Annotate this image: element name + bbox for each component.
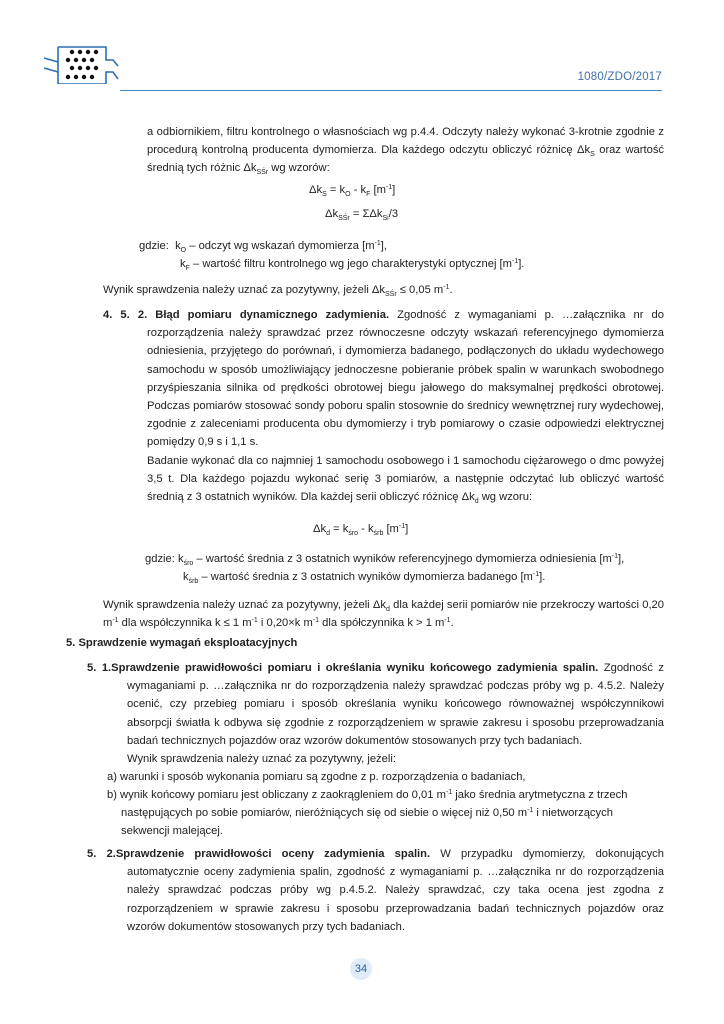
paragraph-5-1: 5. 1.Sprawdzenie prawidłowości pomiaru i określania wyniku końcowego zadymienia spalin. Zgodność z wymaganiami p. …załącznika nr do rozporządzenia należy sprawdzać podczas próby wg p. 4.5.2. Należy ocenić, czy przebieg pomiaru i sposób określania wyniku końcowego równoważnej współczynnikowi absorpcji światła k odbywa się zgodnie z rozporządzeniem w sprawie zakresu i sposobu przeprowadzania badań technicznych pojazdów oraz wzorów dokumentów stosowanych przy tych badaniach. [87,662,664,747]
formula-delta-kssr: $\Delta k_{SŚr} = \Sigma\Delta k_{Si}/3$ [325,208,399,222]
section-title: Sprawdzenie prawidłowości oceny zadymienia spalin. [115,848,431,860]
where-item: $k_{śrb}$ – wartość średnia z 3 ostatnich wyników dymomierza badanego $[m^{-1}]$. [183,571,546,585]
result-criterion: Wynik sprawdzenia należy uznać za pozytywny, jeżeli $\Delta k_{SŚr} \le 0,05$ $m^{-1}$. [103,284,453,298]
section-number: 4. 5. 2. [103,309,148,321]
section-title: Błąd pomiaru dynamicznego zadymienia. [155,309,390,321]
particulate-filter-logo-icon [42,44,122,84]
header-divider [120,90,662,91]
list-item-b-cont: sekwencji malejącej. [121,825,223,837]
where-item: $k_F$ – wartość filtru kontrolnego wg jego charakterystyki optycznej $[m^{-1}]$. [180,258,525,272]
formula-delta-ks: $\Delta k_S = k_O - k_F$ $[m^{-1}]$ [309,184,396,198]
where-item: gdzie: $k_{śro}$ – wartość średnia z 3 ostatnich wyników referencyjnego dymomierza odniesienia $[m^{-1}]$, [145,553,625,567]
paragraph-4-5-2: 4. 5. 2. Błąd pomiaru dynamicznego zadymienia. Zgodność z wymaganiami p. …załącznika nr do rozporządzenia należy sprawdzać przez równoczesne odczyty wskazań referencyjnego dymomierza odniesienia, przyjętego do porównań, i dymomierza badanego, podłączonych do układu wydechowego samochodu w sposób umożliwiający jednoczesne pobieranie próbek spalin w warunkach swobodnego przyśpieszania silnika od prędkości obrotowej biegu jałowego do maksymalnej prędkości obrotowej. Podczas pomiarów stosować sondy poboru spalin stosownie do średnicy wewnętrznej rury wydechowej, zgodnie z zaleceniami producenta obu dymomierzy i tryb pomiarowy o czasie odpowiedzi elektrycznej pomiędzy 0,9 s i 1,1 s. [103,309,664,449]
list-item-b-cont: następujących po sobie pomiarów, nieróżniących się od siebie o więcej niż 0,50 $m^{-1}$ i nietworzących [121,807,613,819]
paragraph-4-5-2-testing: Badanie wykonać dla co najmniej 1 samochodu osobowego i 1 samochodu ciężarowego o dmc powyżej 3,5 t. Dla każdego pojazdu wykonać serię 3 pomiarów, a następnie odczytać lub obliczyć wartość średnią z 3 ostatnich wyników. Dla każdej serii obliczyć różnicę $\Delta k_d$ wg wzoru: [147,455,664,506]
list-item-a: a) warunki i sposób wykonania pomiaru są zgodne z p. rozporządzenia o badaniach, [107,771,526,783]
section-title: Sprawdzenie prawidłowości pomiaru i określania wyniku końcowego zadymienia spalin. [111,662,599,674]
paragraph-4-5-1-intro: a odbiornikiem, filtru kontrolnego o własnościach wg p.4.4. Odczyty należy wykonać 3-krotnie zgodnie z procedurą kontrolną producenta dymomierza. Dla każdego odczytu obliczyć różnicę $\Delta k_S$ oraz wartość średnią tych różnic $\Delta k_{SŚr}$ wg wzorów: [147,126,665,177]
document-number: 1080/ZDO/2017 [577,71,662,83]
section-number: 5. 2. [87,848,116,860]
paragraph-5-2: 5. 2.Sprawdzenie prawidłowości oceny zadymienia spalin. W przypadku dymomierzy, dokonujących automatycznie oceny zadymienia spalin, zgodność z wymaganiami p. …załącznika nr do rozporządzenia należy sprawdzać podczas próby wg p.4.5.2. Należy sprawdzać, czy taka ocena jest zgodna z rozporządzeniem w sprawie zakresu i sposobu przeprowadzania badań technicznych pojazdów oraz wzorów dokumentów stosowanych przy tych badaniach. [87,848,664,933]
where-item: gdzie: $k_O$ – odczyt wg wskazań dymomierza $[m^{-1}]$, [139,240,387,254]
section-number: 5. 1. [87,662,112,674]
formula-delta-kd: $\Delta k_d = k_{śro} - k_{śrb}$ $[m^{-1}]$ [313,523,409,537]
section-5-heading: 5. Sprawdzenie wymagań eksploatacyjnych [66,637,298,649]
page-number-badge: 34 [350,958,372,980]
result-criterion: Wynik sprawdzenia należy uznać za pozytywny, jeżeli $\Delta k_d$ dla każdej serii pomiarów nie przekroczy wartości 0,20 $m^{-1}$ dla współczynnika k ≤ 1 $m^{-1}$ i 0,20×k $m^{-1}$ dla spółczynnika k > 1 $m^{-1}$. [103,599,665,630]
list-item-b: b) wynik końcowy pomiaru jest obliczany z zaokrągleniem do 0,01 $m^{-1}$ jako średnia arytmetyczna z trzech [107,789,628,801]
result-intro: Wynik sprawdzenia należy uznać za pozytywny, jeżeli: [127,753,396,765]
